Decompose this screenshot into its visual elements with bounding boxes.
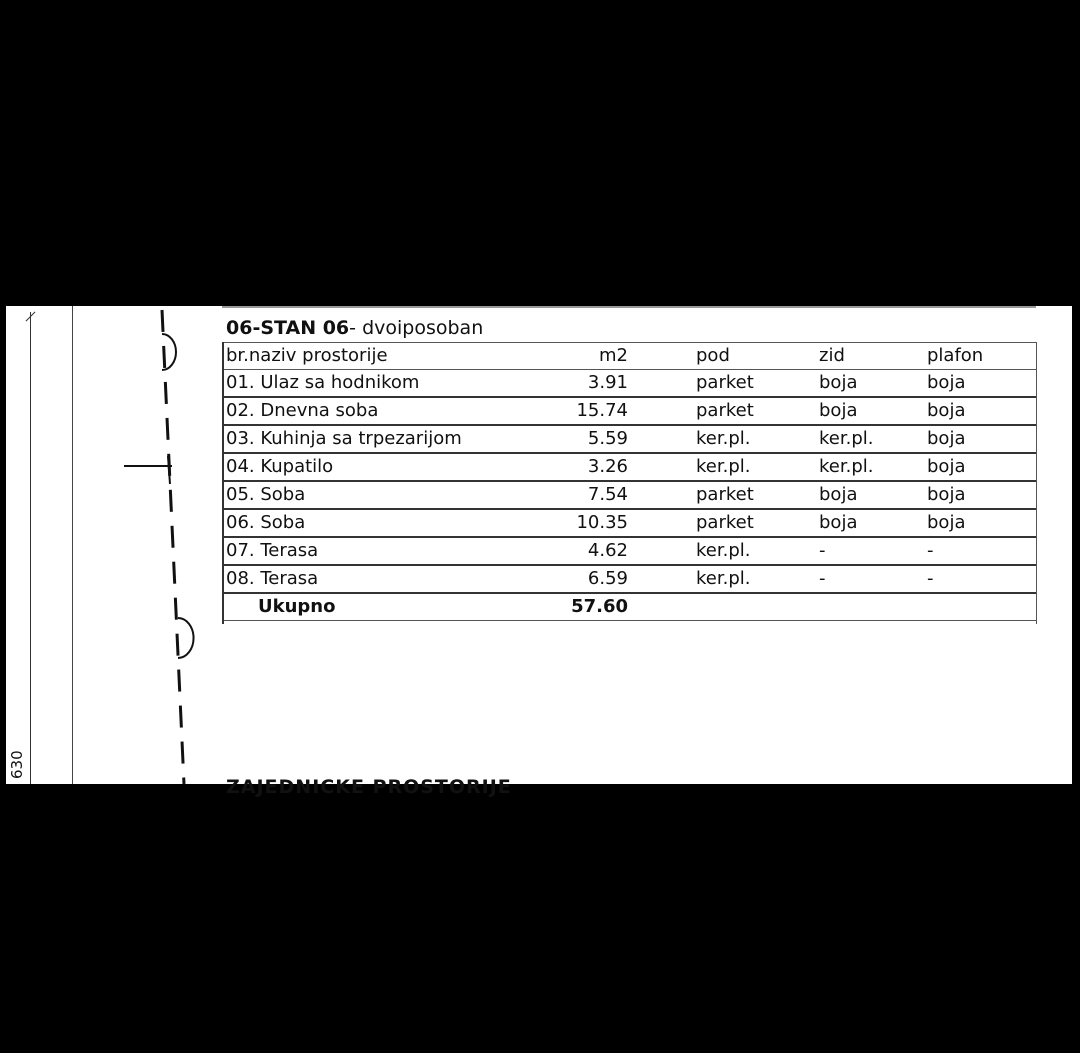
room-name-cell: 04. Kupatilo <box>222 453 532 481</box>
total-empty-cell <box>857 593 1036 621</box>
dimension-label: 630 <box>8 750 26 780</box>
room-wall-cell: - <box>757 565 857 593</box>
room-ceiling-cell: boja <box>857 509 1036 537</box>
floor-plan-fragment <box>106 306 226 784</box>
room-wall-cell: boja <box>757 370 857 398</box>
room-rows <box>222 370 1036 594</box>
room-ceiling-cell: boja <box>857 370 1036 398</box>
apartment-code: 06-STAN 06 <box>226 317 350 339</box>
room-name-cell: 03. Kuhinja sa trpezarijom <box>222 425 532 453</box>
room-wall-cell: - <box>757 537 857 565</box>
room-name-cell: 02. Dnevna soba <box>222 397 532 425</box>
column-header-m2: m2 <box>532 343 632 370</box>
room-wall-cell: ker.pl. <box>757 425 857 453</box>
room-floor-cell: parket <box>632 397 757 425</box>
total-m2: 57.60 <box>532 593 632 621</box>
table-row <box>222 509 1036 537</box>
room-area-cell: 3.91 <box>532 370 632 398</box>
section-heading <box>226 317 483 339</box>
room-ceiling-cell: - <box>857 537 1036 565</box>
table-row <box>222 565 1036 593</box>
room-ceiling-cell: boja <box>857 453 1036 481</box>
table-header-row <box>222 343 1036 370</box>
room-area-cell: 3.26 <box>532 453 632 481</box>
room-ceiling-cell: boja <box>857 425 1036 453</box>
wall-line <box>72 306 73 784</box>
column-header-plafon: plafon <box>857 343 1036 370</box>
room-wall-cell: boja <box>757 509 857 537</box>
room-floor-cell: ker.pl. <box>632 453 757 481</box>
room-ceiling-cell: boja <box>857 397 1036 425</box>
table-row <box>222 453 1036 481</box>
room-area-cell: 10.35 <box>532 509 632 537</box>
column-header-pod: pod <box>632 343 757 370</box>
total-label: Ukupno <box>222 593 532 621</box>
apartment-type: - dvoiposoban <box>349 317 484 339</box>
room-wall-cell: ker.pl. <box>757 453 857 481</box>
room-table <box>222 342 1036 621</box>
table-row <box>222 425 1036 453</box>
room-area-cell: 5.59 <box>532 425 632 453</box>
room-area-cell: 4.62 <box>532 537 632 565</box>
table-row <box>222 370 1036 398</box>
room-ceiling-cell: boja <box>857 481 1036 509</box>
table-right-border <box>1036 342 1037 624</box>
room-name-cell: 08. Terasa <box>222 565 532 593</box>
table-row <box>222 537 1036 565</box>
room-floor-cell: parket <box>632 370 757 398</box>
table-row <box>222 397 1036 425</box>
room-wall-cell: boja <box>757 397 857 425</box>
room-name-cell: 01. Ulaz sa hodnikom <box>222 370 532 398</box>
door-swing-arc <box>178 618 194 658</box>
room-floor-cell: parket <box>632 509 757 537</box>
room-wall-cell: boja <box>757 481 857 509</box>
table-left-border <box>222 342 224 624</box>
room-area-cell: 6.59 <box>532 565 632 593</box>
room-floor-cell: ker.pl. <box>632 537 757 565</box>
dimension-line <box>30 312 31 784</box>
total-empty-cell <box>632 593 757 621</box>
column-header-zid: zid <box>757 343 857 370</box>
next-section-heading: ZAJEDNICKE PROSTORIJE <box>226 776 512 798</box>
room-name-cell: 05. Soba <box>222 481 532 509</box>
document-sheet <box>6 306 1072 798</box>
dashed-wall-line <box>162 310 184 784</box>
total-row <box>222 593 1036 621</box>
total-empty-cell <box>757 593 857 621</box>
room-ceiling-cell: - <box>857 565 1036 593</box>
room-area-cell: 7.54 <box>532 481 632 509</box>
table-row <box>222 481 1036 509</box>
column-header-name: br.naziv prostorije <box>222 343 532 370</box>
room-floor-cell: parket <box>632 481 757 509</box>
top-rule <box>222 306 1036 308</box>
room-name-cell: 07. Terasa <box>222 537 532 565</box>
room-floor-cell: ker.pl. <box>632 425 757 453</box>
room-area-cell: 15.74 <box>532 397 632 425</box>
room-name-cell: 06. Soba <box>222 509 532 537</box>
room-floor-cell: ker.pl. <box>632 565 757 593</box>
